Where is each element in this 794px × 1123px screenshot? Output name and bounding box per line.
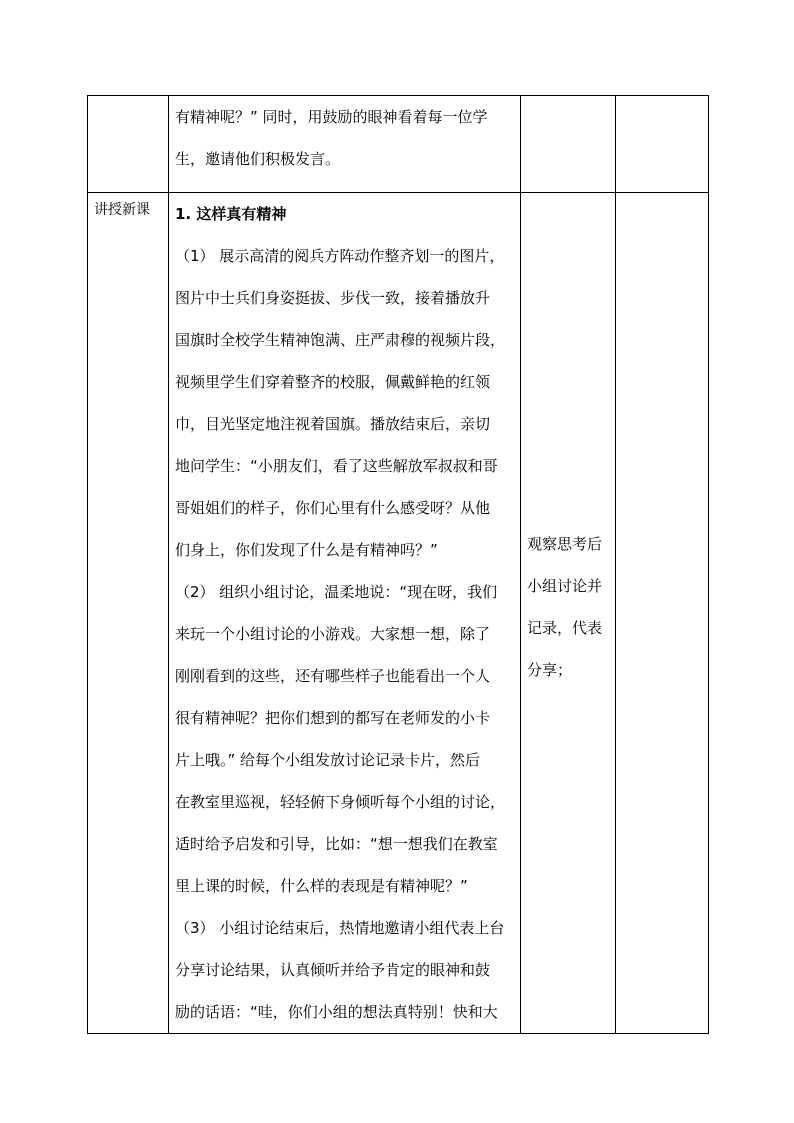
text-line: 在教室里巡视，轻轻俯下身倾听每个小组的讨论， — [175, 793, 506, 811]
text-line: 记录，代表 — [527, 619, 603, 637]
text-line: 巾，目光坚定地注视着国旗。播放结束后，亲切 — [175, 415, 491, 433]
section-label: 讲授新课 — [94, 202, 150, 218]
section-cell — [88, 96, 169, 193]
spacer — [527, 193, 615, 523]
text-line: 刚刚看到的这些，还有哪些样子也能看出一个人 — [175, 667, 491, 685]
subsection-heading: 1. 这样真有精神 — [175, 205, 287, 223]
text-line: 有精神呢？” 同时，用鼓励的眼神看着每一位学 — [175, 108, 488, 126]
lesson-plan-table — [87, 95, 709, 1034]
text-line: 小组讨论并 — [527, 577, 603, 595]
teacher-activity-cell — [169, 96, 521, 193]
text-line: 励的话语：“哇，你们小组的想法真特别！快和大 — [175, 1003, 498, 1021]
text-line: （3） 小组讨论结束后，热情地邀请小组代表上台 — [175, 919, 505, 937]
text-line: 分享； — [527, 661, 573, 679]
table-row — [88, 193, 709, 1034]
text-line: 们身上，你们发现了什么是有精神吗？” — [175, 541, 438, 559]
text-line: 地问学生：“小朋友们，看了这些解放军叔叔和哥 — [175, 457, 498, 475]
text-line: 来玩一个小组讨论的小游戏。大家想一想，除了 — [175, 625, 491, 643]
teacher-activity-text — [169, 96, 520, 180]
text-line: 里上课的时候，什么样的表现是有精神呢？” — [175, 877, 468, 895]
text-line: 国旗时全校学生精神饱满、庄严肃穆的视频片段， — [175, 331, 506, 349]
text-line: （2） 组织小组讨论，温柔地说：“现在呀，我们 — [175, 583, 498, 601]
section-cell — [88, 193, 169, 1034]
student-activity-cell — [521, 193, 616, 1034]
text-line: 片上哦。” 给每个小组发放讨论记录卡片，然后 — [175, 751, 481, 769]
text-line: 观察思考后 — [527, 535, 603, 553]
text-line: 分享讨论结果，认真倾听并给予肯定的眼神和鼓 — [175, 961, 491, 979]
text-line: 很有精神呢？把你们想到的都写在老师发的小卡 — [175, 709, 491, 727]
text-line: 适时给予启发和引导，比如：“想一想我们在教室 — [175, 835, 498, 853]
student-activity-text — [521, 193, 615, 691]
student-activity-cell — [521, 96, 616, 193]
text-line: 生，邀请他们积极发言。 — [175, 150, 341, 168]
text-line: 哥姐姐们的样子，你们心里有什么感受呀？从他 — [175, 499, 491, 517]
design-intent-cell — [616, 193, 709, 1034]
teacher-activity-text — [169, 193, 520, 1033]
design-intent-cell — [616, 96, 709, 193]
text-line: 图片中士兵们身姿挺拔、步伐一致，接着播放升 — [175, 289, 491, 307]
teacher-activity-cell — [169, 193, 521, 1034]
text-line: 视频里学生们穿着整齐的校服，佩戴鲜艳的红领 — [175, 373, 491, 391]
table-row — [88, 96, 709, 193]
text-line: （1） 展示高清的阅兵方阵动作整齐划一的图片， — [175, 247, 505, 265]
